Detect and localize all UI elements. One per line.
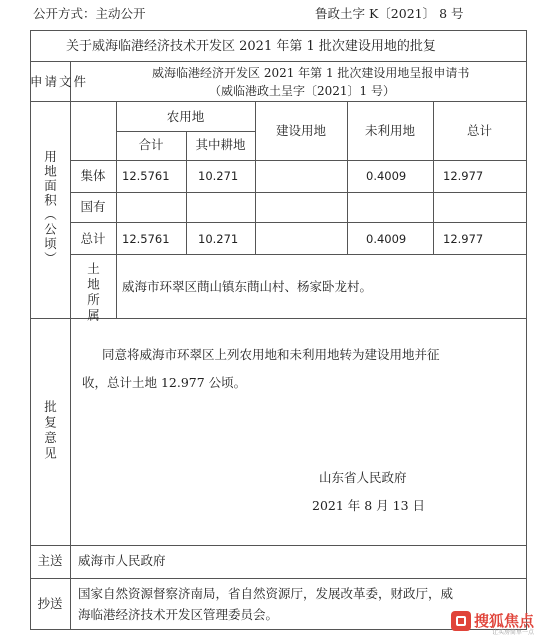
cell-subtotal: 12.5761 [122, 232, 170, 246]
main-recipient-value: 威海市人民政府 [78, 553, 166, 568]
land-area-side-label: 用地面积（公顷） [42, 150, 58, 266]
approval-date: 2021 年 8 月 13 日 [312, 498, 426, 513]
cc-line2: 海临港经济技术开发区管理委员会。 [78, 607, 279, 622]
header-farmland: 其中耕地 [195, 137, 246, 152]
cell-unused: 0.4009 [366, 169, 407, 183]
cell-farmland: 10.271 [198, 232, 239, 246]
application-title: 威海临港经济开发区 2021 年第 1 批次建设用地呈报申请书 [152, 66, 470, 80]
row-label-total: 总计 [80, 231, 106, 246]
cell-grand-total: 12.977 [443, 169, 484, 183]
disclosure-label: 公开方式：主动公开 [33, 6, 146, 21]
application-number: （威临港政土呈字〔2021〕1 号） [209, 84, 395, 98]
cell-unused: 0.4009 [366, 232, 407, 246]
document-number: 鲁政土字 K〔2021〕 8 号 [315, 6, 464, 21]
row-label-collective: 集体 [80, 168, 106, 183]
header-agricultural-land: 农用地 [166, 109, 205, 124]
cc-label: 抄送 [37, 596, 63, 611]
header-grand-total: 总计 [466, 123, 492, 138]
cell-farmland: 10.271 [198, 169, 239, 183]
application-label: 申请文件 [29, 74, 88, 89]
approval-text-line1: 同意将威海市环翠区上列农用地和未利用地转为建设用地并征 [102, 347, 440, 362]
cell-grand-total: 12.977 [443, 232, 484, 246]
approval-opinion-label: 批复意见 [42, 400, 58, 462]
document-title: 关于威海临港经济技术开发区 2021 年第 1 批次建设用地的批复 [66, 39, 436, 54]
land-location-value: 威海市环翠区蔄山镇东蔄山村、杨家卧龙村。 [122, 279, 373, 294]
row-label-state-owned: 国有 [80, 199, 106, 214]
approval-signer: 山东省人民政府 [319, 470, 407, 485]
cell-subtotal: 12.5761 [122, 169, 170, 183]
land-location-label: 土地所属 [85, 262, 101, 324]
header-subtotal: 合计 [138, 137, 164, 152]
watermark-tagline: 让买房简单一点 [491, 629, 534, 636]
main-recipient-label: 主送 [37, 553, 63, 568]
approval-text-line2: 收，总计土地 12.977 公顷。 [82, 375, 247, 390]
header-construction-land: 建设用地 [275, 123, 326, 138]
cc-line1: 国家自然资源督察济南局，省自然资源厅，发展改革委，财政厅，威 [78, 586, 454, 601]
header-unused-land: 未利用地 [364, 123, 415, 138]
house-logo-icon [451, 611, 471, 631]
watermark-brand: 搜狐焦点 [473, 612, 534, 630]
